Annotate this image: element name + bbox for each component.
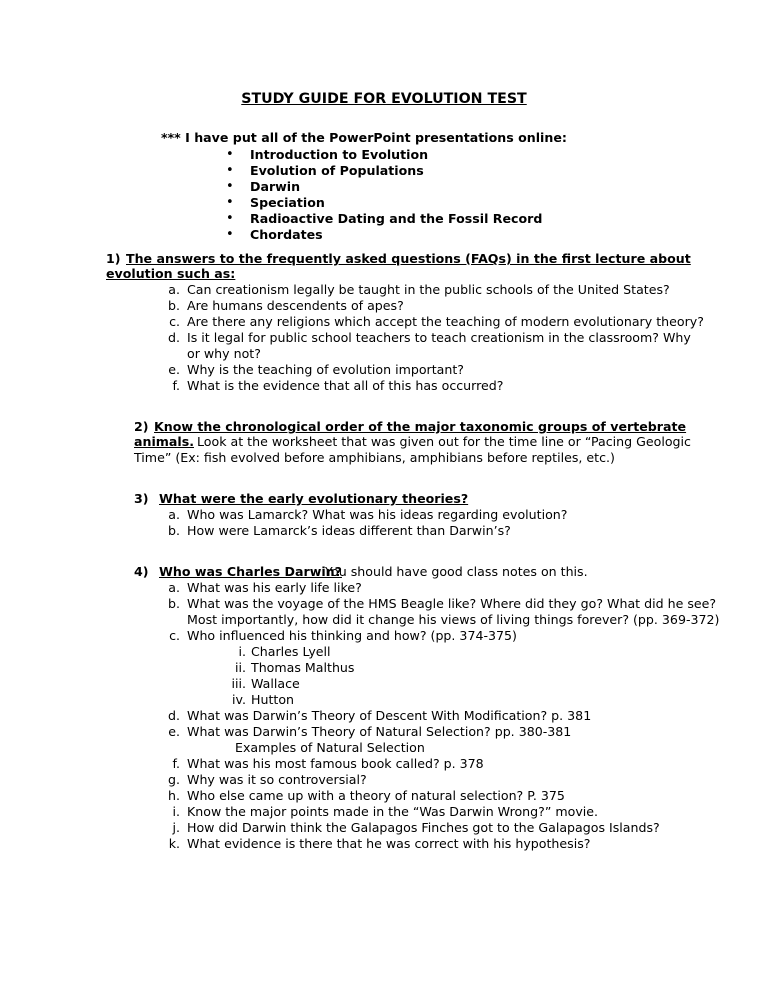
item-label: c.: [169, 628, 180, 643]
influencer-name: Charles Lyell: [251, 644, 331, 659]
question-text: Who was Lamarck? What was his ideas regarding evolution?: [187, 507, 568, 522]
item-label: f.: [172, 756, 180, 771]
question-text: What was his most famous book called? p. 378: [187, 756, 484, 771]
question-text: Are there any religions which accept the teaching of modern evolutionary theory?: [187, 314, 704, 329]
item-label: a.: [168, 580, 180, 595]
item-label: e.: [168, 724, 180, 739]
section-heading: animals.: [134, 434, 194, 449]
section-number: 2): [134, 419, 149, 434]
section-note: You should have good class notes on this.: [325, 564, 588, 579]
bullet-icon: •: [226, 211, 234, 226]
question-text: Why is the teaching of evolution important?: [187, 362, 464, 377]
item-label: j.: [172, 820, 180, 835]
bullet-icon: •: [226, 227, 234, 242]
bullet-icon: •: [226, 163, 234, 178]
page-title: STUDY GUIDE FOR EVOLUTION TEST: [241, 91, 527, 107]
sub-item-label: ii.: [234, 660, 246, 675]
item-label: a.: [168, 282, 180, 297]
section-text: Time” (Ex: fish evolved before amphibians, amphibians before reptiles, etc.): [134, 450, 615, 465]
bullet-icon: •: [226, 147, 234, 162]
influencer-name: Thomas Malthus: [251, 660, 355, 675]
question-text: What was his early life like?: [187, 580, 362, 595]
sub-item-label: iii.: [231, 676, 246, 691]
question-text: How did Darwin think the Galapagos Finches got to the Galapagos Islands?: [187, 820, 660, 835]
question-text: Who else came up with a theory of natural selection? P. 375: [187, 788, 565, 803]
section-heading: Who was Charles Darwin?: [159, 564, 342, 579]
section-number: 3): [134, 491, 149, 506]
presentation-item: Chordates: [250, 227, 323, 242]
item-label: c.: [169, 314, 180, 329]
question-text: What was Darwin’s Theory of Natural Selection? pp. 380-381: [187, 724, 572, 739]
section-heading: What were the early evolutionary theories?: [159, 491, 469, 506]
presentation-item: Evolution of Populations: [250, 163, 424, 178]
question-text: Examples of Natural Selection: [235, 740, 425, 755]
sub-item-label: iv.: [232, 692, 246, 707]
influencer-name: Wallace: [251, 676, 300, 691]
question-text: Are humans descendents of apes?: [187, 298, 404, 313]
question-text: What is the evidence that all of this has occurred?: [187, 378, 504, 393]
presentation-item: Radioactive Dating and the Fossil Record: [250, 211, 543, 226]
item-label: k.: [168, 836, 180, 851]
item-label: i.: [172, 804, 180, 819]
bullet-icon: •: [226, 195, 234, 210]
question-text: What was the voyage of the HMS Beagle like? Where did they go? What did he see?: [187, 596, 717, 611]
presentation-item: Introduction to Evolution: [250, 147, 429, 162]
question-text: Most importantly, how did it change his views of living things forever? (pp. 369-372): [187, 612, 720, 627]
item-label: g.: [168, 772, 180, 787]
item-label: b.: [168, 298, 180, 313]
item-label: d.: [168, 330, 180, 345]
question-text: or why not?: [187, 346, 261, 361]
item-label: b.: [168, 523, 180, 538]
sub-item-label: i.: [238, 644, 246, 659]
section-heading: The answers to the frequently asked questions (FAQs) in the first lecture about: [126, 251, 691, 266]
presentation-item: Speciation: [250, 195, 325, 210]
bullet-icon: •: [226, 179, 234, 194]
question-text: Why was it so controversial?: [187, 772, 367, 787]
question-text: What was Darwin’s Theory of Descent With Modification? p. 381: [187, 708, 592, 723]
question-text: Know the major points made in the “Was Darwin Wrong?” movie.: [187, 804, 599, 819]
presentation-item: Darwin: [250, 179, 301, 194]
section-heading: Know the chronological order of the major taxonomic groups of vertebrate: [154, 419, 687, 434]
section-text: Look at the worksheet that was given out for the time line or “Pacing Geologic: [197, 434, 691, 449]
section-heading: evolution such as:: [106, 266, 236, 281]
question-text: Is it legal for public school teachers to teach creationism in the classroom? Why: [187, 330, 691, 345]
item-label: e.: [168, 362, 180, 377]
section-number: 1): [106, 251, 121, 266]
item-label: f.: [172, 378, 180, 393]
item-label: d.: [168, 708, 180, 723]
question-text: Can creationism legally be taught in the public schools of the United States?: [187, 282, 670, 297]
item-label: b.: [168, 596, 180, 611]
question-text: How were Lamarck’s ideas different than Darwin’s?: [187, 523, 511, 538]
question-text: What evidence is there that he was correct with his hypothesis?: [187, 836, 591, 851]
item-label: h.: [168, 788, 180, 803]
item-label: a.: [168, 507, 180, 522]
question-text: Who influenced his thinking and how? (pp. 374-375): [187, 628, 517, 643]
section-number: 4): [134, 564, 149, 579]
influencer-name: Hutton: [251, 692, 295, 707]
intro-text: *** I have put all of the PowerPoint presentations online:: [161, 130, 567, 145]
